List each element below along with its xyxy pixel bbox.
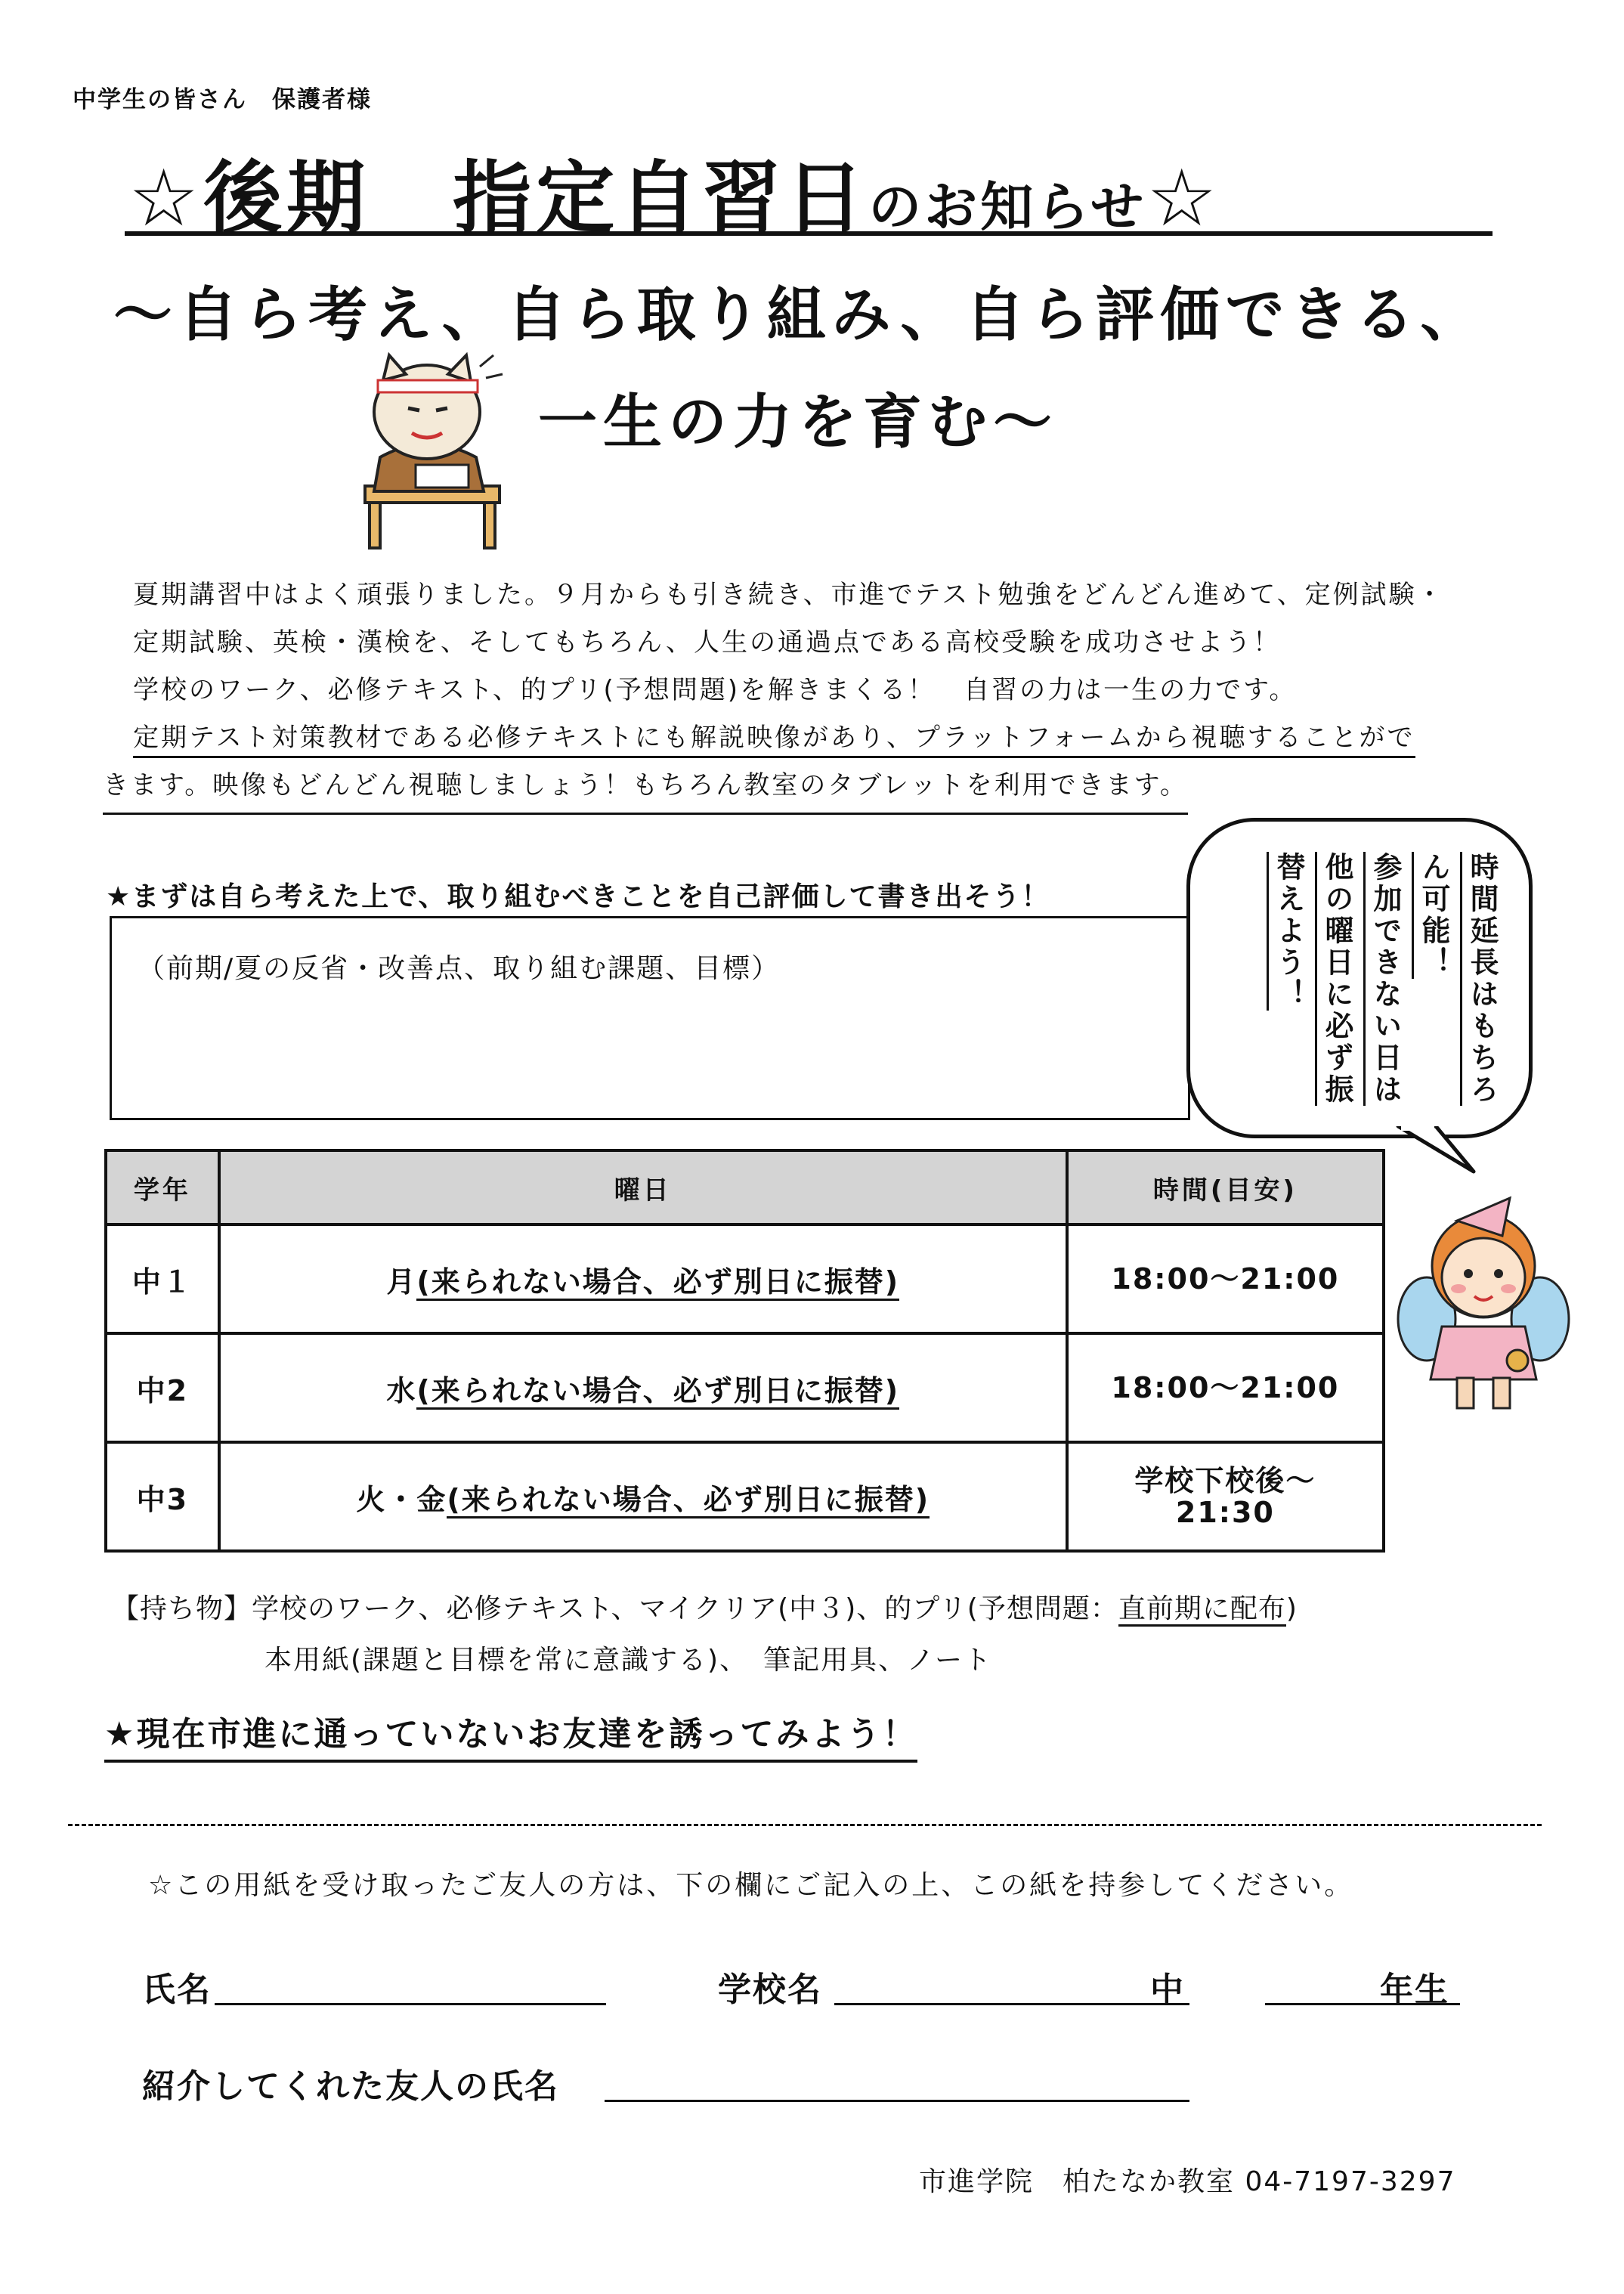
title-small: のお知らせ	[868, 176, 1147, 238]
school-label: 学校名	[718, 1970, 822, 2009]
form-note: ☆この用紙を受け取ったご友人の方は、下の欄にご記入の上、この紙を持参してください。	[148, 1870, 1354, 1901]
bubble-col3: 参加できない日は	[1363, 852, 1402, 1106]
title-underline	[125, 231, 1493, 236]
header-day: 曜日	[219, 1150, 1067, 1224]
belongings-line1	[112, 1587, 1298, 1626]
invite-heading: ★現在市進に通っていないお友達を誘ってみよう！	[104, 1707, 917, 1763]
header-grade: 学年	[106, 1150, 219, 1224]
belongings-suffix: )	[1285, 1593, 1298, 1624]
row1-time: 18:00～21:00	[1067, 1224, 1384, 1333]
referrer-label: 紹介してくれた友人の氏名	[142, 2067, 559, 2106]
bubble-col2: ん可能！	[1412, 852, 1450, 979]
subtitle-line2: 一生の力を育む～	[538, 389, 1059, 457]
footer-contact: 市進学院 柏たなか教室 04-7197-3297	[919, 2166, 1456, 2197]
speech-bubble	[1186, 818, 1533, 1138]
row3-note: (来られない場合、必ず別日に振替)	[447, 1483, 930, 1518]
row1-day: 月	[386, 1265, 417, 1299]
name-field[interactable]	[215, 2003, 606, 2005]
header-time: 時間(目安)	[1067, 1150, 1384, 1224]
school-suffix: 中	[1150, 1970, 1185, 2009]
row3-grade: 中3	[106, 1442, 219, 1551]
cut-line	[68, 1824, 1542, 1826]
row1-day-cell	[219, 1224, 1067, 1333]
table-header-row	[106, 1150, 1384, 1224]
self-eval-heading: ★まずは自ら考えた上で、取り組むべきことを自己評価して書き出そう！	[106, 881, 1050, 912]
row1-note: (来られない場合、必ず別日に振替)	[416, 1265, 899, 1301]
row1-grade: 中１	[106, 1224, 219, 1333]
belongings-line2: 本用紙(課題と目標を常に意識する)、 筆記用具、ノート	[264, 1645, 993, 1676]
row2-day-cell	[219, 1333, 1067, 1442]
intro-line2: 定期試験、英検・漢検を、そしてもちろん、人生の通過点である高校受験を成功させよう！	[133, 627, 1282, 658]
bubble-tail	[1390, 1126, 1481, 1187]
schedule-table	[104, 1149, 1385, 1553]
intro-line4: 定期テスト対策教材である必修テキストにも解説映像があり、プラットフォームから視聴することがで	[133, 723, 1415, 758]
row2-time: 18:00～21:00	[1067, 1333, 1384, 1442]
belongings-underlined: 直前期に配布	[1118, 1593, 1286, 1627]
addressee: 中学生の皆さん 保護者様	[73, 86, 372, 113]
intro-line1: 夏期講習中はよく頑張りました。９月からも引き続き、市進でテスト勉強をどんどん進めて、定例試験・	[133, 580, 1445, 610]
bubble-col1: 時間延長はもちろ	[1460, 852, 1499, 1106]
row3-day: 火・金	[356, 1482, 447, 1516]
table-row	[106, 1333, 1384, 1442]
row3-time-line1: 学校下校後～	[1134, 1464, 1316, 1497]
table-row	[106, 1224, 1384, 1333]
intro-line5: きます。映像もどんどん視聴しましょう！もちろん教室のタブレットを利用できます。	[103, 762, 1188, 815]
grade-suffix: 年生	[1380, 1970, 1449, 2009]
fairy-girl-illustration	[1397, 1183, 1570, 1417]
name-label: 氏名	[142, 1970, 212, 2009]
subtitle-line1: ～自ら考え、自ら取り組み、自ら評価できる、	[113, 281, 1486, 349]
row2-grade: 中2	[106, 1333, 219, 1442]
referrer-field[interactable]	[605, 2100, 1189, 2102]
row3-day-cell	[219, 1442, 1067, 1551]
bubble-col5: 替えよう！	[1267, 852, 1305, 1011]
intro-paragraph	[103, 571, 1569, 810]
row3-time-line2: 21:30	[1175, 1496, 1275, 1529]
self-eval-hint: （前期/夏の反省・改善点、取り組む課題、目標）	[138, 953, 781, 984]
title-end: ☆	[1146, 152, 1222, 244]
title-main: ☆後期 指定自習日	[128, 152, 869, 244]
intro-line3: 学校のワーク、必修テキスト、的プリ(予想問題)を解きまくる！ 自習の力は一生の力です。	[133, 675, 1298, 705]
table-row	[106, 1442, 1384, 1551]
row3-time-cell	[1067, 1442, 1384, 1551]
bubble-col4: 他の曜日に必ず振	[1315, 852, 1353, 1106]
belongings-prefix: 【持ち物】学校のワーク、必修テキスト、マイクリア(中３)、的プリ(予想問題：	[112, 1593, 1118, 1624]
self-eval-box[interactable]	[110, 916, 1190, 1120]
row2-day: 水	[386, 1373, 417, 1407]
row2-note: (来られない場合、必ず別日に振替)	[416, 1374, 899, 1410]
school-field[interactable]	[834, 2003, 1189, 2005]
cat-studying-illustration	[344, 344, 518, 552]
